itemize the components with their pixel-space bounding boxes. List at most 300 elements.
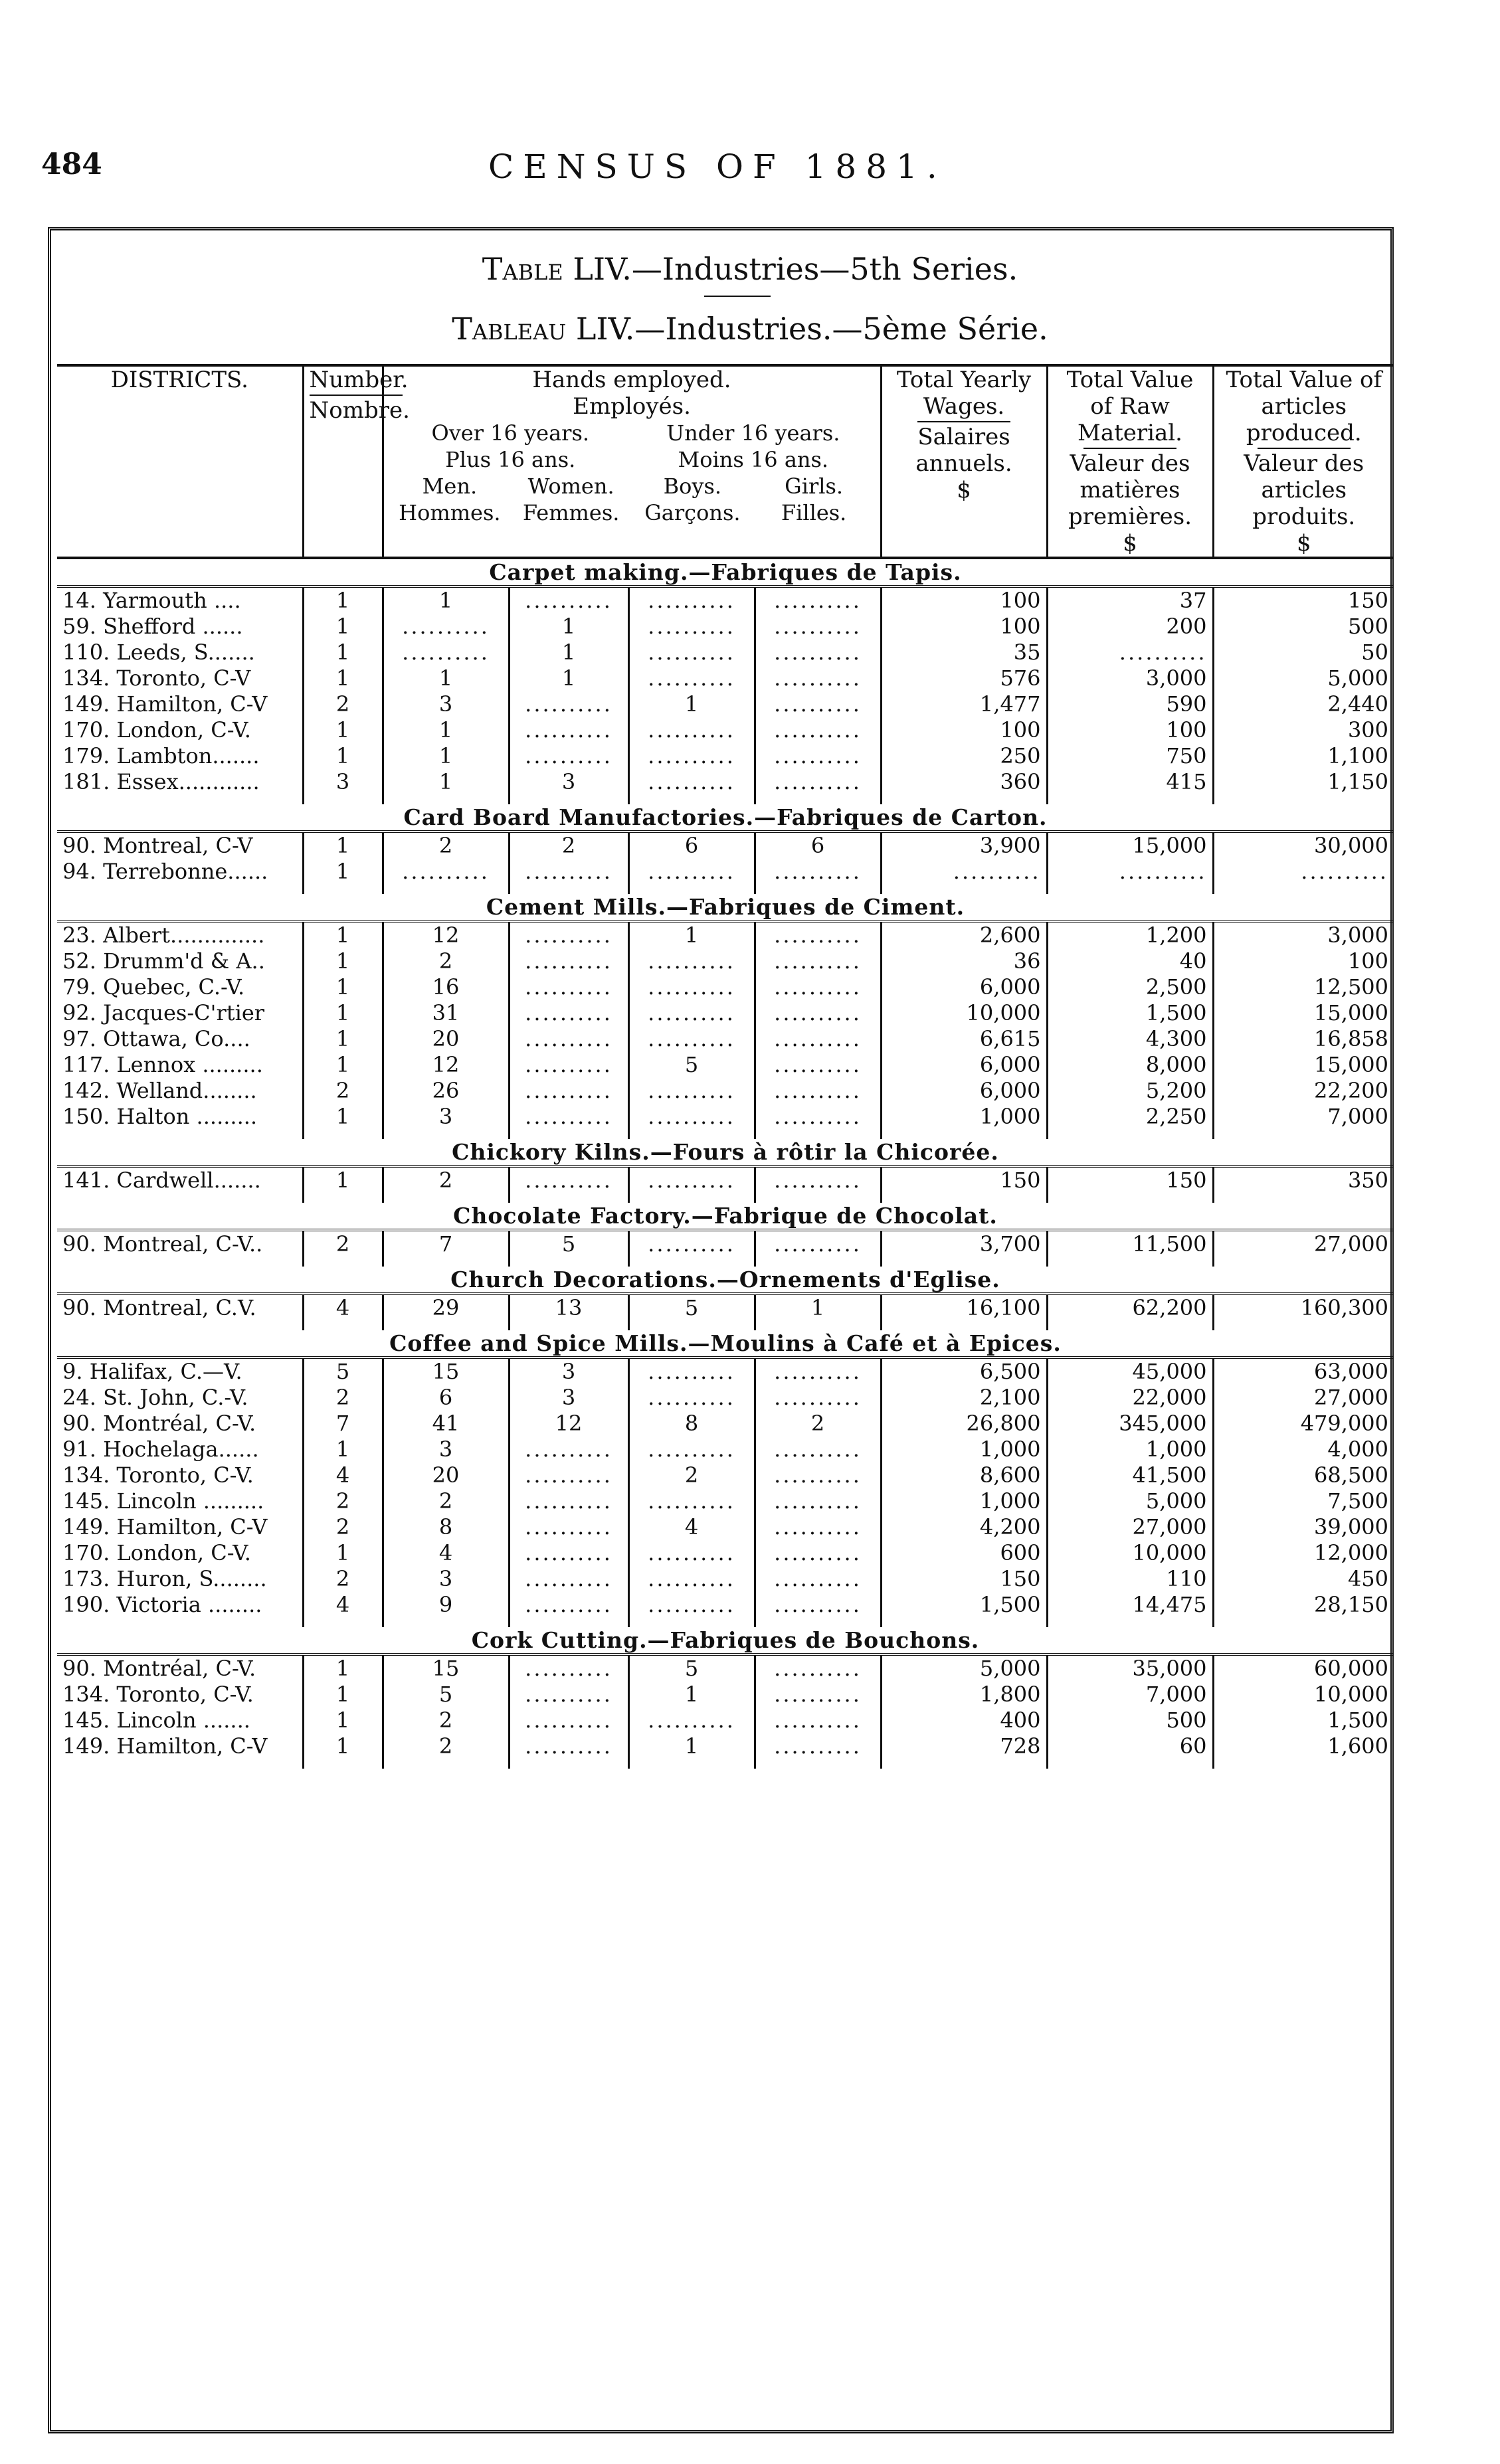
cell-articles: 2,440	[1327, 691, 1389, 717]
table-row	[57, 1566, 1394, 1592]
cell-men: ..........	[383, 859, 509, 894]
cell-boys: ..........	[628, 1385, 755, 1411]
cell-women: ..........	[509, 1654, 628, 1682]
section-title-row	[57, 1267, 1394, 1294]
cell-men: 3	[383, 1104, 509, 1139]
cell-number: 1	[303, 586, 383, 614]
cell-men: 3	[383, 1437, 509, 1462]
cell-district: 14. Yarmouth ....	[57, 586, 303, 614]
cell-number: 1	[303, 1708, 383, 1733]
cell-boys: ..........	[628, 974, 755, 1000]
cell-number: 1	[303, 859, 383, 894]
cell-girls: ..........	[755, 769, 881, 804]
cell-girls: 2	[755, 1411, 881, 1437]
cell-men: 1	[383, 769, 509, 804]
col-hands-employed: Hands employed. Employés. Over 16 years. Plus 16 ans. Under 16 years. Moins 16 ans. Men. Hommes. Women. Femmes. Boys. Garçons. Girls. Filles.	[383, 365, 881, 558]
col-wages: Total Yearly Wages. Salaires annuels. $	[881, 365, 1047, 558]
cell-wages: 150	[881, 1566, 1047, 1592]
cell-wages: 3,700	[881, 1230, 1047, 1267]
cell-girls: ..........	[755, 1708, 881, 1733]
cell-wages: 10,000	[881, 1000, 1047, 1026]
cell-number: 5	[303, 1358, 383, 1385]
cell-number: 1	[303, 1437, 383, 1462]
table-row	[57, 921, 1394, 948]
cell-articles: 1,150	[1327, 769, 1389, 794]
cell-district: 134. Toronto, C-V.	[57, 1462, 303, 1488]
cell-district: 117. Lennox .........	[57, 1052, 303, 1078]
title-fr-prefix: Tableau	[452, 311, 567, 347]
cell-men: 2	[383, 1708, 509, 1733]
cell-men: 12	[383, 1052, 509, 1078]
cell-number: 1	[303, 1654, 383, 1682]
cell-wages: 728	[881, 1733, 1047, 1769]
cell-number: 1	[303, 921, 383, 948]
cell-girls: ..........	[755, 1078, 881, 1104]
cell-number: 1	[303, 1026, 383, 1052]
cell-articles: 479,000	[1300, 1411, 1389, 1436]
table-row	[57, 832, 1394, 859]
cell-articles: 50	[1361, 640, 1389, 665]
cell-girls: ..........	[755, 974, 881, 1000]
cell-wages: 6,000	[881, 974, 1047, 1000]
table-row	[57, 1000, 1394, 1026]
cell-number: 2	[303, 691, 383, 717]
cell-raw-material: 590	[1047, 691, 1213, 717]
table-row	[57, 586, 1394, 614]
table-title-fr	[0, 311, 1500, 347]
section-title-row	[57, 1330, 1394, 1358]
cell-articles: 3,000	[1327, 923, 1389, 948]
table-row	[57, 1166, 1394, 1203]
cell-district: 110. Leeds, S.......	[57, 640, 303, 665]
cell-girls: ..........	[755, 1104, 881, 1139]
cell-wages: 5,000	[881, 1654, 1047, 1682]
cell-raw-material: 5,000	[1047, 1488, 1213, 1514]
cell-boys: 1	[628, 1682, 755, 1708]
cell-men: 20	[383, 1026, 509, 1052]
cell-girls: ..........	[755, 1514, 881, 1540]
section-title: Cement Mills.—Fabriques de Ciment.	[57, 894, 1394, 921]
cell-number: 2	[303, 1488, 383, 1514]
cell-raw-material: 150	[1047, 1166, 1213, 1203]
cell-men: 2	[383, 1488, 509, 1514]
cell-raw-material: 3,000	[1047, 665, 1213, 691]
cell-number: 1	[303, 1540, 383, 1566]
cell-articles: 4,000	[1327, 1437, 1389, 1462]
cell-raw-material: 100	[1047, 717, 1213, 743]
table-row	[57, 1682, 1394, 1708]
cell-raw-material: 41,500	[1047, 1462, 1213, 1488]
table-row	[57, 717, 1394, 743]
cell-women: ..........	[509, 1592, 628, 1627]
industries-table	[57, 364, 1394, 1769]
cell-number: 1	[303, 1052, 383, 1078]
cell-men: 9	[383, 1592, 509, 1627]
table-row	[57, 1540, 1394, 1566]
cell-boys: ..........	[628, 1592, 755, 1627]
cell-number: 1	[303, 832, 383, 859]
cell-raw-material: 60	[1047, 1733, 1213, 1769]
table-row	[57, 1488, 1394, 1514]
cell-wages: 6,000	[881, 1078, 1047, 1104]
section-title: Chickory Kilns.—Fours à rôtir la Chicorée.	[57, 1139, 1394, 1166]
title-fr-rest: —Industries.—5ème Série.	[634, 311, 1048, 347]
cell-women: 5	[509, 1230, 628, 1267]
cell-men: 31	[383, 1000, 509, 1026]
page-number: 484	[41, 147, 102, 181]
cell-wages: 1,000	[881, 1437, 1047, 1462]
section-title-row	[57, 558, 1394, 586]
cell-boys: ..........	[628, 1437, 755, 1462]
cell-district: 173. Huron, S........	[57, 1566, 303, 1592]
cell-women: 3	[509, 1385, 628, 1411]
column-header-row	[57, 365, 1394, 558]
cell-boys: 8	[628, 1411, 755, 1437]
cell-articles: 160,300	[1300, 1295, 1389, 1320]
table-row	[57, 1078, 1394, 1104]
cell-men: 5	[383, 1682, 509, 1708]
cell-wages: 100	[881, 614, 1047, 640]
cell-men: ..........	[383, 614, 509, 640]
cell-district: 90. Montréal, C-V.	[57, 1411, 303, 1437]
cell-articles: 7,000	[1327, 1104, 1389, 1129]
cell-men: 15	[383, 1358, 509, 1385]
cell-raw-material: 4,300	[1047, 1026, 1213, 1052]
section-title-row	[57, 894, 1394, 921]
table-row	[57, 1733, 1394, 1769]
cell-women: ..........	[509, 1026, 628, 1052]
cell-wages: 1,500	[881, 1592, 1047, 1627]
cell-girls: ..........	[755, 1592, 881, 1627]
cell-girls: ..........	[755, 743, 881, 769]
running-title: CENSUS OF 1881.	[488, 147, 947, 186]
cell-raw-material: 2,500	[1047, 974, 1213, 1000]
cell-raw-material: ..........	[1047, 640, 1213, 665]
cell-women: 12	[509, 1411, 628, 1437]
table-row	[57, 691, 1394, 717]
cell-boys: ..........	[628, 614, 755, 640]
section-title-row	[57, 1627, 1394, 1654]
cell-boys: 6	[628, 832, 755, 859]
cell-raw-material: 37	[1047, 586, 1213, 614]
cell-number: 1	[303, 743, 383, 769]
cell-boys: ..........	[628, 1104, 755, 1139]
cell-wages: 2,600	[881, 921, 1047, 948]
cell-articles: 5,000	[1327, 665, 1389, 691]
cell-articles: 450	[1347, 1566, 1389, 1591]
cell-articles: 68,500	[1314, 1462, 1389, 1488]
cell-number: 3	[303, 769, 383, 804]
cell-raw-material: 1,500	[1047, 1000, 1213, 1026]
cell-wages: 1,800	[881, 1682, 1047, 1708]
cell-men: 2	[383, 832, 509, 859]
cell-women: ..........	[509, 1488, 628, 1514]
cell-boys: ..........	[628, 665, 755, 691]
cell-women: ..........	[509, 691, 628, 717]
cell-articles: 7,500	[1327, 1488, 1389, 1514]
cell-women: ..........	[509, 921, 628, 948]
cell-raw-material: 750	[1047, 743, 1213, 769]
cell-men: 41	[383, 1411, 509, 1437]
cell-women: 13	[509, 1294, 628, 1330]
col-raw-material: Total Value of Raw Material. Valeur des matières premières. $	[1047, 365, 1213, 558]
cell-raw-material: 10,000	[1047, 1540, 1213, 1566]
cell-women: ..........	[509, 1540, 628, 1566]
cell-girls: ..........	[755, 1462, 881, 1488]
table-row	[57, 859, 1394, 894]
cell-number: 2	[303, 1514, 383, 1540]
table-body	[57, 558, 1394, 1769]
col-number: Number. Nombre.	[303, 365, 383, 558]
cell-women: 1	[509, 640, 628, 665]
cell-boys: 5	[628, 1052, 755, 1078]
cell-girls: ..........	[755, 1358, 881, 1385]
cell-wages: 2,100	[881, 1385, 1047, 1411]
table-row	[57, 1104, 1394, 1139]
table-row	[57, 769, 1394, 804]
cell-girls: ..........	[755, 1733, 881, 1769]
cell-girls: ..........	[755, 586, 881, 614]
cell-raw-material: 200	[1047, 614, 1213, 640]
cell-women: ..........	[509, 1437, 628, 1462]
cell-wages: 600	[881, 1540, 1047, 1566]
section-title: Chocolate Factory.—Fabrique de Chocolat.	[57, 1203, 1394, 1230]
cell-articles: 60,000	[1314, 1656, 1389, 1681]
cell-articles: 150	[1347, 588, 1389, 613]
cell-number: 2	[303, 1230, 383, 1267]
cell-women: ..........	[509, 1078, 628, 1104]
cell-girls: 1	[755, 1294, 881, 1330]
table-row	[57, 743, 1394, 769]
cell-boys: 5	[628, 1654, 755, 1682]
table-row	[57, 1385, 1394, 1411]
cell-district: 170. London, C-V.	[57, 1540, 303, 1566]
cell-number: 1	[303, 717, 383, 743]
cell-wages: 1,000	[881, 1488, 1047, 1514]
cell-wages: 26,800	[881, 1411, 1047, 1437]
cell-articles: ..........	[1301, 859, 1389, 884]
cell-district: 149. Hamilton, C-V	[57, 691, 303, 717]
cell-girls: ..........	[755, 1026, 881, 1052]
cell-articles: 39,000	[1314, 1514, 1389, 1540]
cell-number: 2	[303, 1566, 383, 1592]
cell-raw-material: 27,000	[1047, 1514, 1213, 1540]
cell-girls: ..........	[755, 1488, 881, 1514]
cell-men: 26	[383, 1078, 509, 1104]
cell-boys: ..........	[628, 717, 755, 743]
cell-wages: 250	[881, 743, 1047, 769]
cell-boys: ..........	[628, 586, 755, 614]
cell-girls: ..........	[755, 1052, 881, 1078]
cell-men: 2	[383, 948, 509, 974]
cell-women: ..........	[509, 974, 628, 1000]
cell-women: 1	[509, 614, 628, 640]
cell-district: 79. Quebec, C.-V.	[57, 974, 303, 1000]
cell-raw-material: 35,000	[1047, 1654, 1213, 1682]
cell-number: 1	[303, 1166, 383, 1203]
cell-women: ..........	[509, 1566, 628, 1592]
cell-articles: 16,858	[1314, 1026, 1389, 1051]
cell-men: 2	[383, 1733, 509, 1769]
cell-boys: 1	[628, 691, 755, 717]
cell-wages: 6,000	[881, 1052, 1047, 1078]
cell-girls: ..........	[755, 691, 881, 717]
cell-men: 20	[383, 1462, 509, 1488]
title-en-number: LIV.	[573, 251, 632, 287]
cell-raw-material: 15,000	[1047, 832, 1213, 859]
cell-district: 90. Montréal, C-V.	[57, 1654, 303, 1682]
cell-articles: 22,200	[1314, 1078, 1389, 1103]
cell-district: 9. Halifax, C.—V.	[57, 1358, 303, 1385]
cell-raw-material: 40	[1047, 948, 1213, 974]
cell-boys: ..........	[628, 1166, 755, 1203]
cell-wages: 6,615	[881, 1026, 1047, 1052]
cell-number: 4	[303, 1592, 383, 1627]
cell-wages: 6,500	[881, 1358, 1047, 1385]
table-row	[57, 1592, 1394, 1627]
cell-number: 2	[303, 1078, 383, 1104]
cell-women: ..........	[509, 1733, 628, 1769]
cell-boys: ..........	[628, 1358, 755, 1385]
cell-articles: 15,000	[1314, 1000, 1389, 1025]
cell-boys: 4	[628, 1514, 755, 1540]
cell-raw-material: 22,000	[1047, 1385, 1213, 1411]
cell-articles: 12,000	[1314, 1540, 1389, 1565]
cell-girls: 6	[755, 832, 881, 859]
cell-men: 1	[383, 586, 509, 614]
cell-girls: ..........	[755, 1682, 881, 1708]
cell-district: 90. Montreal, C-V	[57, 832, 303, 859]
table-row	[57, 1654, 1394, 1682]
cell-men: 8	[383, 1514, 509, 1540]
cell-boys: ..........	[628, 859, 755, 894]
cell-women: ..........	[509, 1000, 628, 1026]
table-row	[57, 974, 1394, 1000]
cell-district: 142. Welland........	[57, 1078, 303, 1104]
cell-district: 190. Victoria ........	[57, 1592, 303, 1627]
cell-women: ..........	[509, 1708, 628, 1733]
cell-district: 90. Montreal, C.V.	[57, 1294, 303, 1330]
cell-boys: ..........	[628, 1078, 755, 1104]
cell-girls: ..........	[755, 1540, 881, 1566]
cell-articles: 28,150	[1314, 1592, 1389, 1617]
cell-women: ..........	[509, 1682, 628, 1708]
cell-articles: 12,500	[1314, 974, 1389, 1000]
title-en-rest: —Industries—5th Series.	[631, 251, 1018, 287]
cell-district: 179. Lambton.......	[57, 743, 303, 769]
section-title-row	[57, 1139, 1394, 1166]
cell-wages: 35	[881, 640, 1047, 665]
cell-raw-material: 415	[1047, 769, 1213, 804]
cell-boys: ..........	[628, 1000, 755, 1026]
cell-wages: 150	[881, 1166, 1047, 1203]
col-districts: DISTRICTS.	[57, 365, 303, 558]
table-row	[57, 1437, 1394, 1462]
table-row	[57, 1230, 1394, 1267]
title-fr-number: LIV.	[575, 311, 635, 347]
cell-wages: 100	[881, 586, 1047, 614]
cell-district: 52. Drumm'd & A..	[57, 948, 303, 974]
cell-women: ..........	[509, 948, 628, 974]
cell-boys: ..........	[628, 743, 755, 769]
table-row	[57, 1358, 1394, 1385]
cell-number: 7	[303, 1411, 383, 1437]
cell-raw-material: 1,000	[1047, 1437, 1213, 1462]
cell-articles: 100	[1347, 948, 1389, 974]
cell-number: 2	[303, 1385, 383, 1411]
cell-raw-material: 5,200	[1047, 1078, 1213, 1104]
cell-raw-material: 345,000	[1047, 1411, 1213, 1437]
cell-raw-material: 14,475	[1047, 1592, 1213, 1627]
cell-girls: ..........	[755, 1566, 881, 1592]
table-row	[57, 1026, 1394, 1052]
table-row	[57, 614, 1394, 640]
cell-men: 4	[383, 1540, 509, 1566]
cell-number: 1	[303, 1682, 383, 1708]
cell-girls: ..........	[755, 1000, 881, 1026]
cell-district: 150. Halton .........	[57, 1104, 303, 1139]
cell-men: 29	[383, 1294, 509, 1330]
cell-articles: 500	[1347, 614, 1389, 639]
cell-women: 3	[509, 1358, 628, 1385]
col-articles-produced: Total Value of articles produced. Valeur des articles produits. $	[1213, 365, 1394, 558]
cell-number: 1	[303, 1104, 383, 1139]
cell-articles: 300	[1347, 717, 1389, 743]
section-title-row	[57, 804, 1394, 832]
cell-boys: ..........	[628, 1488, 755, 1514]
cell-wages: 360	[881, 769, 1047, 804]
cell-boys: ..........	[628, 1026, 755, 1052]
cell-boys: 5	[628, 1294, 755, 1330]
cell-articles: 15,000	[1314, 1052, 1389, 1077]
cell-men: 2	[383, 1166, 509, 1203]
cell-raw-material: 110	[1047, 1566, 1213, 1592]
cell-girls: ..........	[755, 640, 881, 665]
title-en-prefix: Table	[482, 251, 563, 287]
cell-men: 15	[383, 1654, 509, 1682]
section-title: Coffee and Spice Mills.—Moulins à Café et à Epices.	[57, 1330, 1394, 1358]
section-title: Cork Cutting.—Fabriques de Bouchons.	[57, 1627, 1394, 1654]
cell-boys: ..........	[628, 948, 755, 974]
cell-articles: 1,600	[1327, 1733, 1389, 1759]
cell-district: 90. Montreal, C-V..	[57, 1230, 303, 1267]
cell-women: ..........	[509, 743, 628, 769]
cell-boys: ..........	[628, 1566, 755, 1592]
cell-number: 1	[303, 665, 383, 691]
cell-boys: ..........	[628, 1708, 755, 1733]
cell-number: 1	[303, 1733, 383, 1769]
cell-girls: ..........	[755, 1437, 881, 1462]
cell-raw-material: ..........	[1047, 859, 1213, 894]
cell-articles: 27,000	[1314, 1231, 1389, 1257]
table-row	[57, 1052, 1394, 1078]
cell-women: ..........	[509, 1052, 628, 1078]
cell-men: 1	[383, 665, 509, 691]
cell-district: 24. St. John, C.-V.	[57, 1385, 303, 1411]
cell-wages: 400	[881, 1708, 1047, 1733]
cell-district: 94. Terrebonne......	[57, 859, 303, 894]
cell-men: 3	[383, 691, 509, 717]
table-row	[57, 1294, 1394, 1330]
cell-wages: ..........	[881, 859, 1047, 894]
cell-number: 1	[303, 974, 383, 1000]
cell-boys: ..........	[628, 640, 755, 665]
cell-raw-material: 62,200	[1047, 1294, 1213, 1330]
cell-girls: ..........	[755, 948, 881, 974]
cell-district: 91. Hochelaga......	[57, 1437, 303, 1462]
cell-women: ..........	[509, 717, 628, 743]
cell-women: 3	[509, 769, 628, 804]
